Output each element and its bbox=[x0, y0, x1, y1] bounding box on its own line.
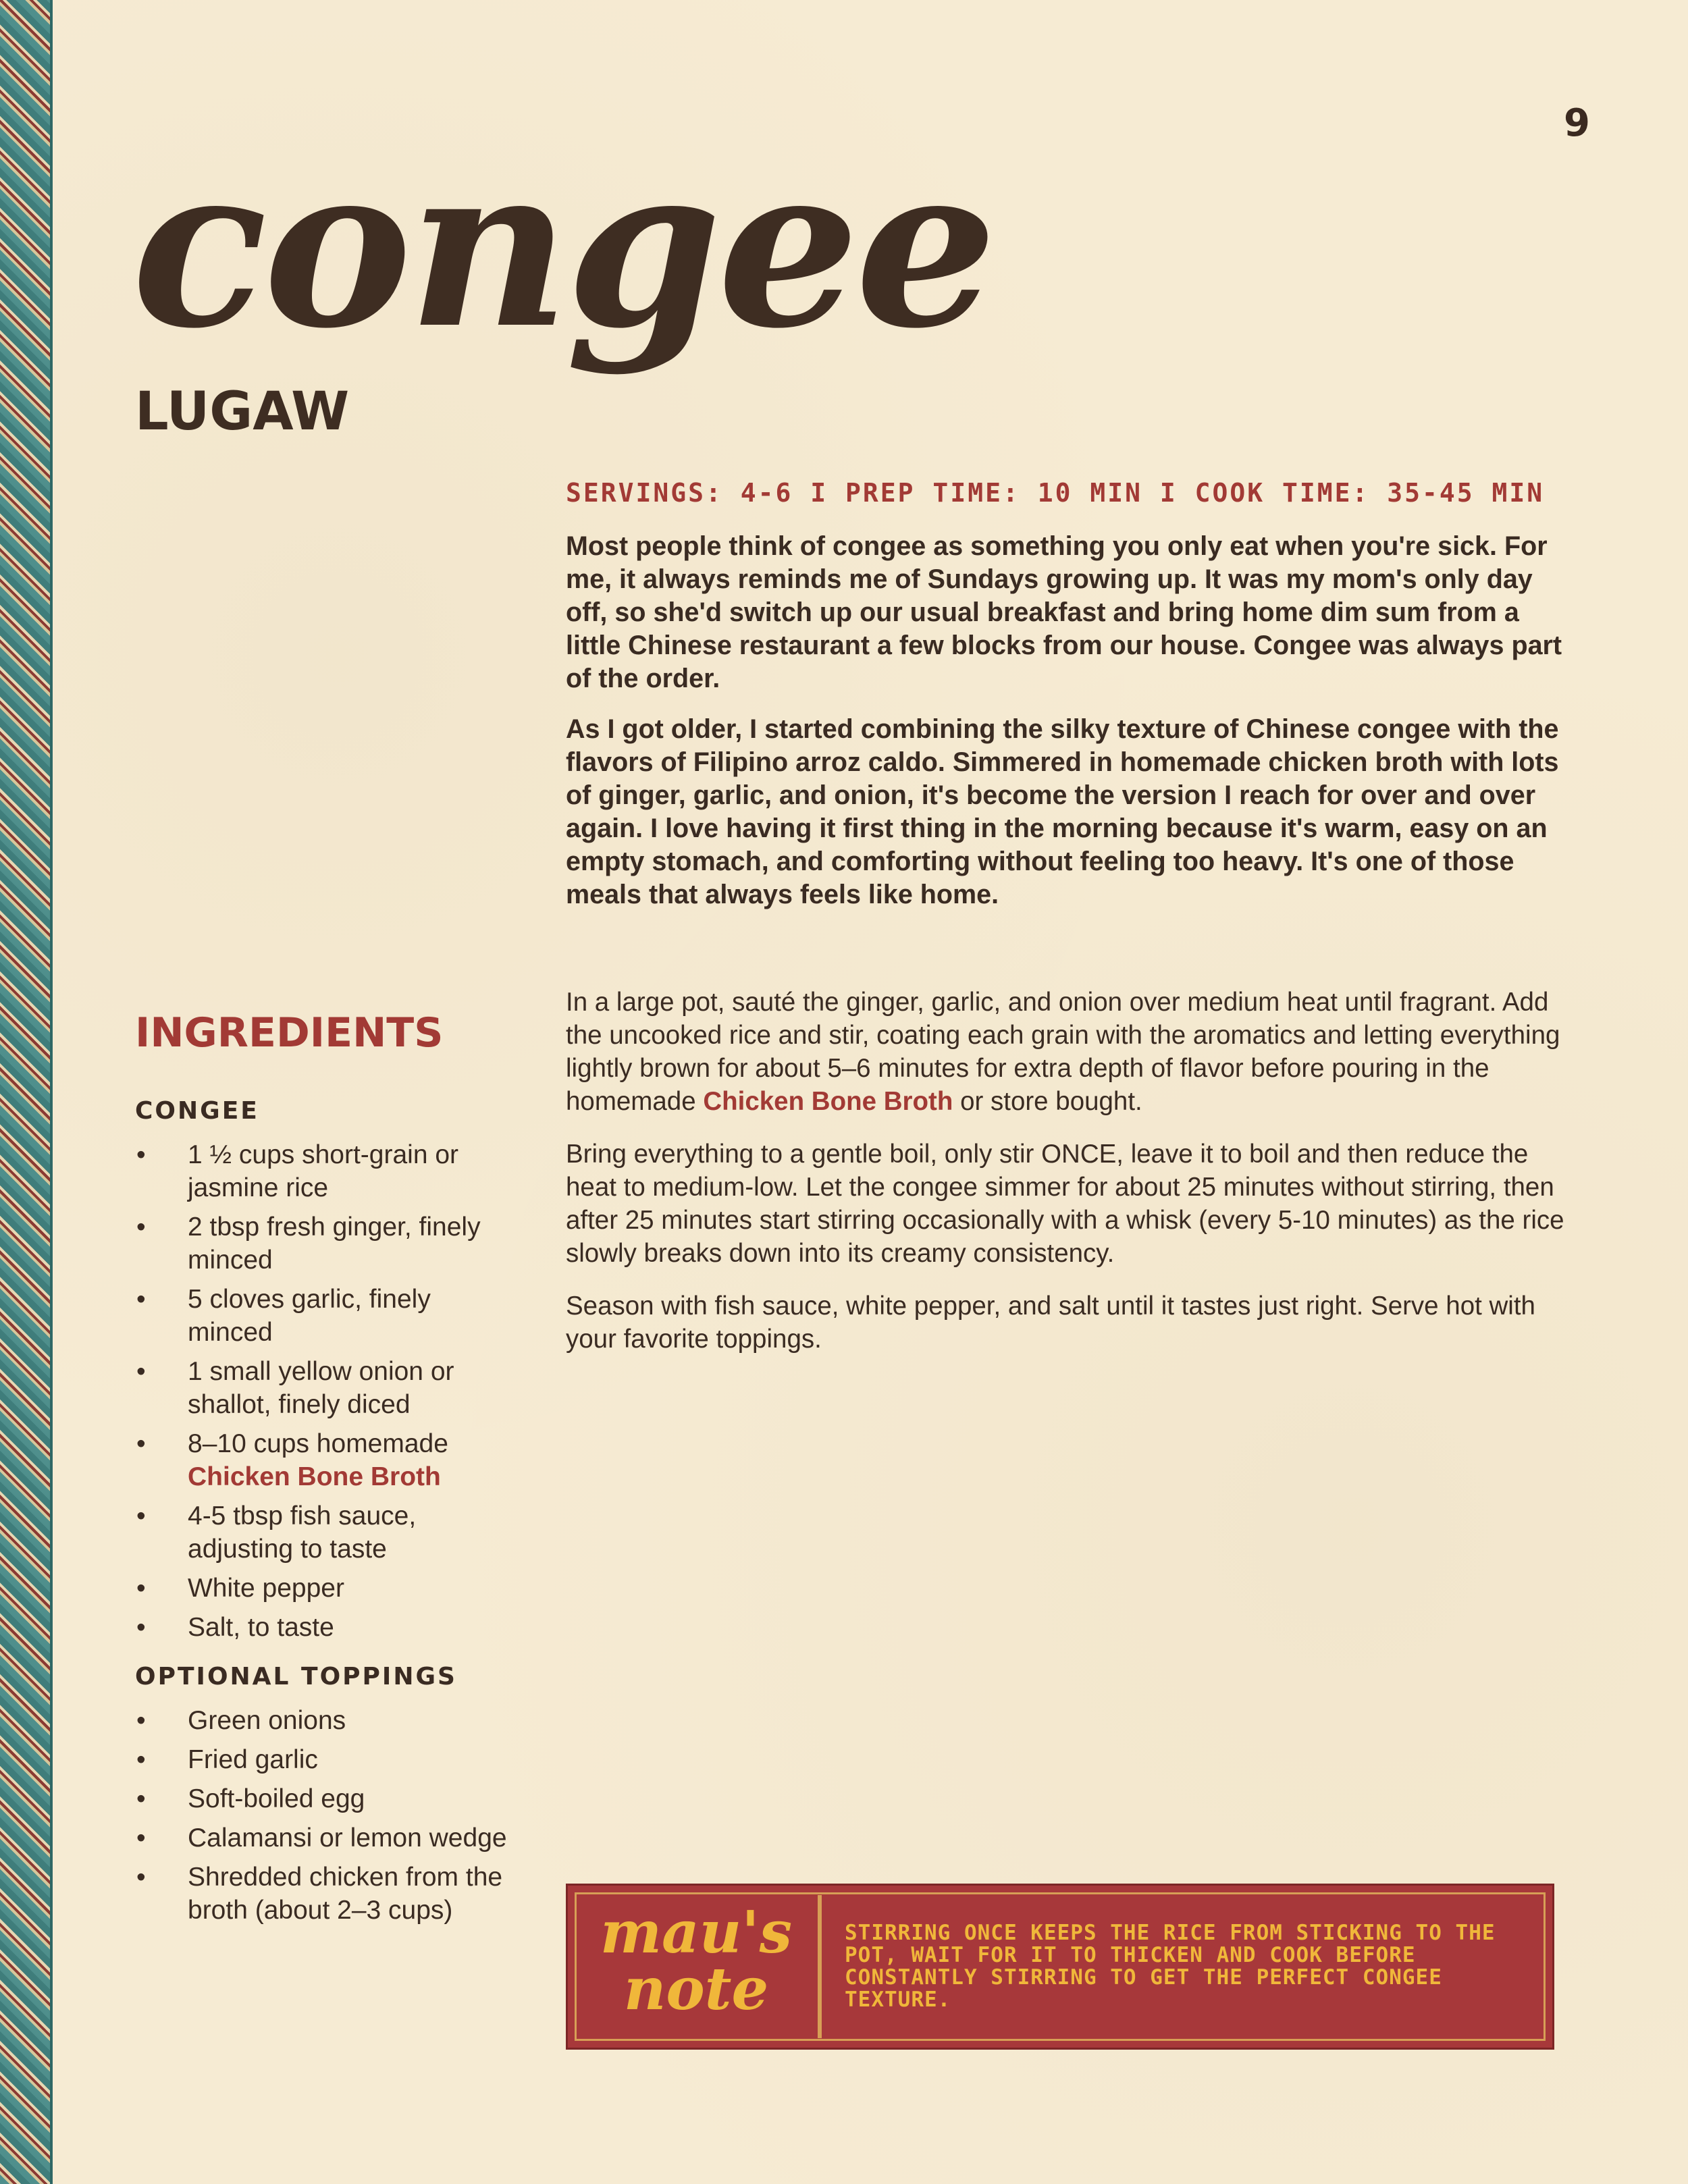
ingredient-item: • 1 ½ cups short-grain or jasmine rice bbox=[135, 1138, 513, 1204]
method-step: Season with fish sauce, white pepper, and salt until it tastes just right. Serve hot with your favorite toppings. bbox=[566, 1291, 1535, 1354]
bullet: • bbox=[136, 1429, 146, 1458]
bullet: • bbox=[136, 1706, 146, 1735]
toppings-subheading: OPTIONAL TOPPINGS bbox=[135, 1663, 457, 1690]
ingredient-item: • 5 cloves garlic, finely minced bbox=[135, 1283, 513, 1349]
ingredients-heading: INGREDIENTS bbox=[135, 1009, 444, 1057]
topping-item: • Fried garlic bbox=[135, 1743, 513, 1776]
ingredients-section bbox=[135, 1097, 513, 1946]
topping-item: • Green onions bbox=[135, 1704, 513, 1737]
decorative-border bbox=[0, 0, 53, 2184]
ingredient-item: • Salt, to taste bbox=[135, 1611, 513, 1644]
intro-paragraph: Most people think of congee as something you only eat when you're sick. For me, it always reminds me of Sundays growing up. It was my mom's only day off, so she'd switch up our usual breakfast and bring home dim sum from a little Chinese restaurant a few blocks from our house. Congee was always part of the order. bbox=[566, 531, 1562, 693]
congee-subheading: CONGEE bbox=[135, 1097, 259, 1125]
ingredient-item: • 2 tbsp fresh ginger, finely minced bbox=[135, 1210, 513, 1277]
bullet: • bbox=[136, 1613, 146, 1642]
recipe-subtitle: LUGAW bbox=[135, 381, 350, 442]
toppings-list bbox=[135, 1704, 513, 1927]
bullet: • bbox=[136, 1574, 146, 1603]
ingredient-item: • White pepper bbox=[135, 1572, 513, 1605]
maus-note-box bbox=[566, 1884, 1554, 2050]
note-title: mau's note bbox=[600, 1898, 792, 2023]
congee-ingredient-list bbox=[135, 1138, 513, 1644]
method-step: Bring everything to a gentle boil, only stir ONCE, leave it to boil and then reduce the heat to medium-low. Let the congee simmer for about 25 minutes without stirring, then after 25 minutes start stirring occasionally with a whisk (every 5-10 minutes) as the rice slowly breaks down into its creamy consistency. bbox=[566, 1140, 1564, 1268]
bullet: • bbox=[136, 1823, 146, 1853]
topping-item: • Calamansi or lemon wedge bbox=[135, 1821, 513, 1855]
ingredient-item: • 4-5 tbsp fish sauce, adjusting to taste bbox=[135, 1499, 513, 1566]
topping-item: • Soft-boiled egg bbox=[135, 1782, 513, 1815]
note-text: STIRRING ONCE KEEPS THE RICE FROM STICKING TO THE POT, WAIT FOR IT TO THICKEN AND COOK BEFORE CONSTANTLY STIRRING TO GET THE PERFECT CONGEE TEXTURE. bbox=[845, 1921, 1496, 2012]
ingredient-item: • 8–10 cups homemade Chicken Bone Broth bbox=[135, 1427, 513, 1493]
recipe-meta: SERVINGS: 4-6 I PREP TIME: 10 MIN I COOK TIME: 35-45 MIN bbox=[566, 478, 1545, 508]
topping-item: • Shredded chicken from the broth (about 2–3 cups) bbox=[135, 1861, 513, 1927]
bullet: • bbox=[136, 1213, 146, 1242]
bullet: • bbox=[136, 1501, 146, 1530]
bullet: • bbox=[136, 1863, 146, 1892]
recipe-title: congee bbox=[132, 115, 993, 377]
intro-paragraph: As I got older, I started combining the silky texture of Chinese congee with the flavors of Filipino arroz caldo. Simmered in homemade chicken broth with lots of ginger, garlic, and onion, it's become the version I reach for over and over again. I love having it first thing in the morning because it's warm, easy on an empty stomach, and comforting without feeling too heavy. It's one of those meals that always feels like home. bbox=[566, 714, 1559, 909]
bullet: • bbox=[136, 1140, 146, 1169]
bullet: • bbox=[136, 1784, 146, 1813]
method-step: In a large pot, sauté the ginger, garlic, and onion over medium heat until fragrant. Add the uncooked rice and stir, coating each grain with the aromatics and letting everything lightly brown for about 5–6 minutes for extra depth of flavor before pouring in the homemade Chicken Bone Broth or store bought. bbox=[566, 988, 1560, 1116]
method-section bbox=[566, 986, 1565, 1375]
intro-text bbox=[566, 530, 1565, 929]
note-divider bbox=[818, 1895, 822, 2038]
ingredient-item: • 1 small yellow onion or shallot, finely diced bbox=[135, 1355, 513, 1421]
bullet: • bbox=[136, 1357, 146, 1386]
chicken-bone-broth-link[interactable]: Chicken Bone Broth bbox=[188, 1462, 441, 1491]
page-number: 9 bbox=[1564, 101, 1590, 145]
chicken-bone-broth-link[interactable]: Chicken Bone Broth bbox=[703, 1087, 953, 1116]
bullet: • bbox=[136, 1745, 146, 1774]
bullet: • bbox=[136, 1285, 146, 1314]
